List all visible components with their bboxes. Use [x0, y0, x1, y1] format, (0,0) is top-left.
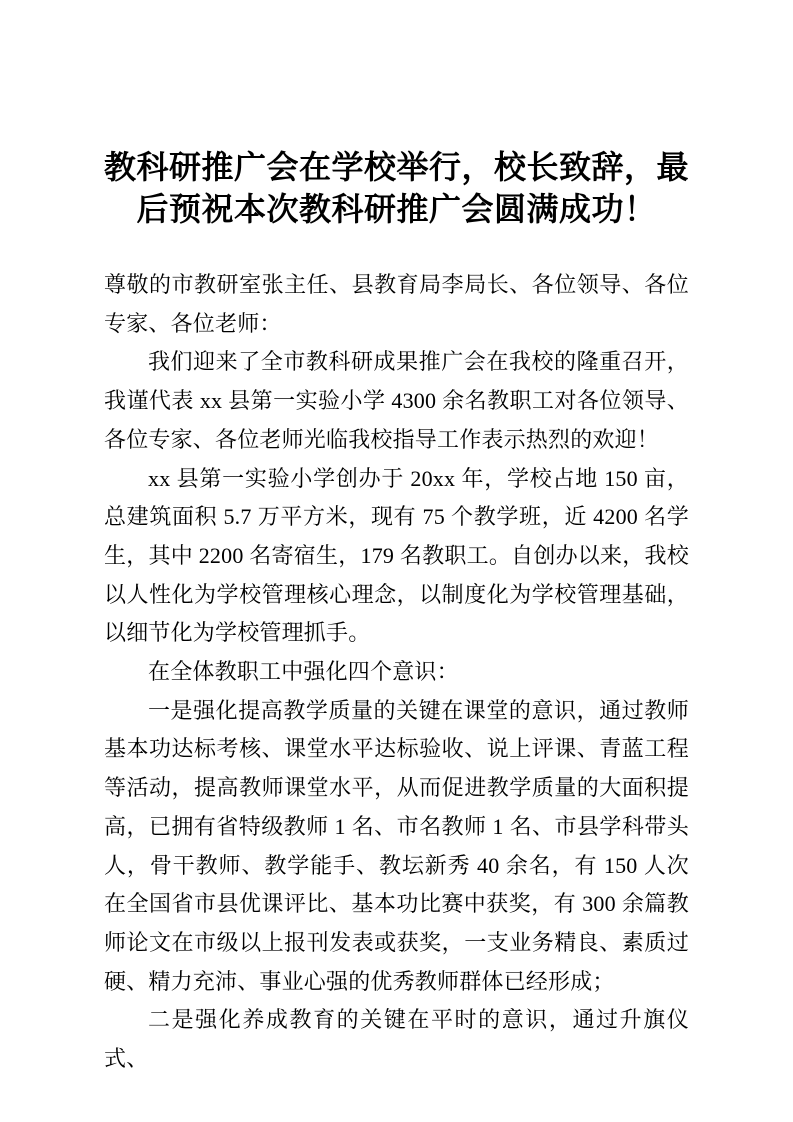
paragraph-6: 二是强化养成教育的关键在平时的意识，通过升旗仪式、: [104, 1007, 689, 1072]
paragraph-5: 一是强化提高教学质量的关键在课堂的意识，通过教师基本功达标考核、课堂水平达标验收、说上评课、青蓝工程等活动，提高教师课堂水平，从而促进教学质量的大面积提高，已拥有省特级教师 1 名、市名教师 1 名、市县学科带头人，骨干教师、教学能手、教坛新秀 40 余名，有 150 人次在全国省市县优课评比、基本功比赛中获奖，有 300 余篇教师论文在市级以上报刊发表或获奖，一支业务精良、素质过硬、精力充沛、事业心强的优秀教师群体已经形成；: [104, 697, 689, 994]
title-line-2: 后预祝本次教科研推广会圆满成功！: [136, 191, 657, 227]
document-title: [104, 146, 689, 230]
title-line-1: 教科研推广会在学校举行，校长致辞，最: [104, 149, 690, 185]
paragraph-2: 我们迎来了全市教科研成果推广会在我校的隆重召开，我谨代表 xx 县第一实验小学 4300 余名教职工对各位领导、各位专家、各位老师光临我校指导工作表示热烈的欢迎！: [104, 349, 689, 452]
paragraph-3: xx 县第一实验小学创办于 20xx 年，学校占地 150 亩，总建筑面积 5.7 万平方米，现有 75 个教学班，近 4200 名学生，其中 2200 名寄宿生，179 名教职工。自创办以来，我校以人性化为学校管理核心理念，以制度化为学校管理基础，以细节化为学校管理抓手。: [104, 465, 689, 646]
paragraph-4: 在全体教职工中强化四个意识：: [148, 659, 459, 685]
paragraph-1: 尊敬的市教研室张主任、县教育局李局长、各位领导、各位专家、各位老师：: [104, 272, 689, 336]
document-body: [104, 266, 689, 1079]
